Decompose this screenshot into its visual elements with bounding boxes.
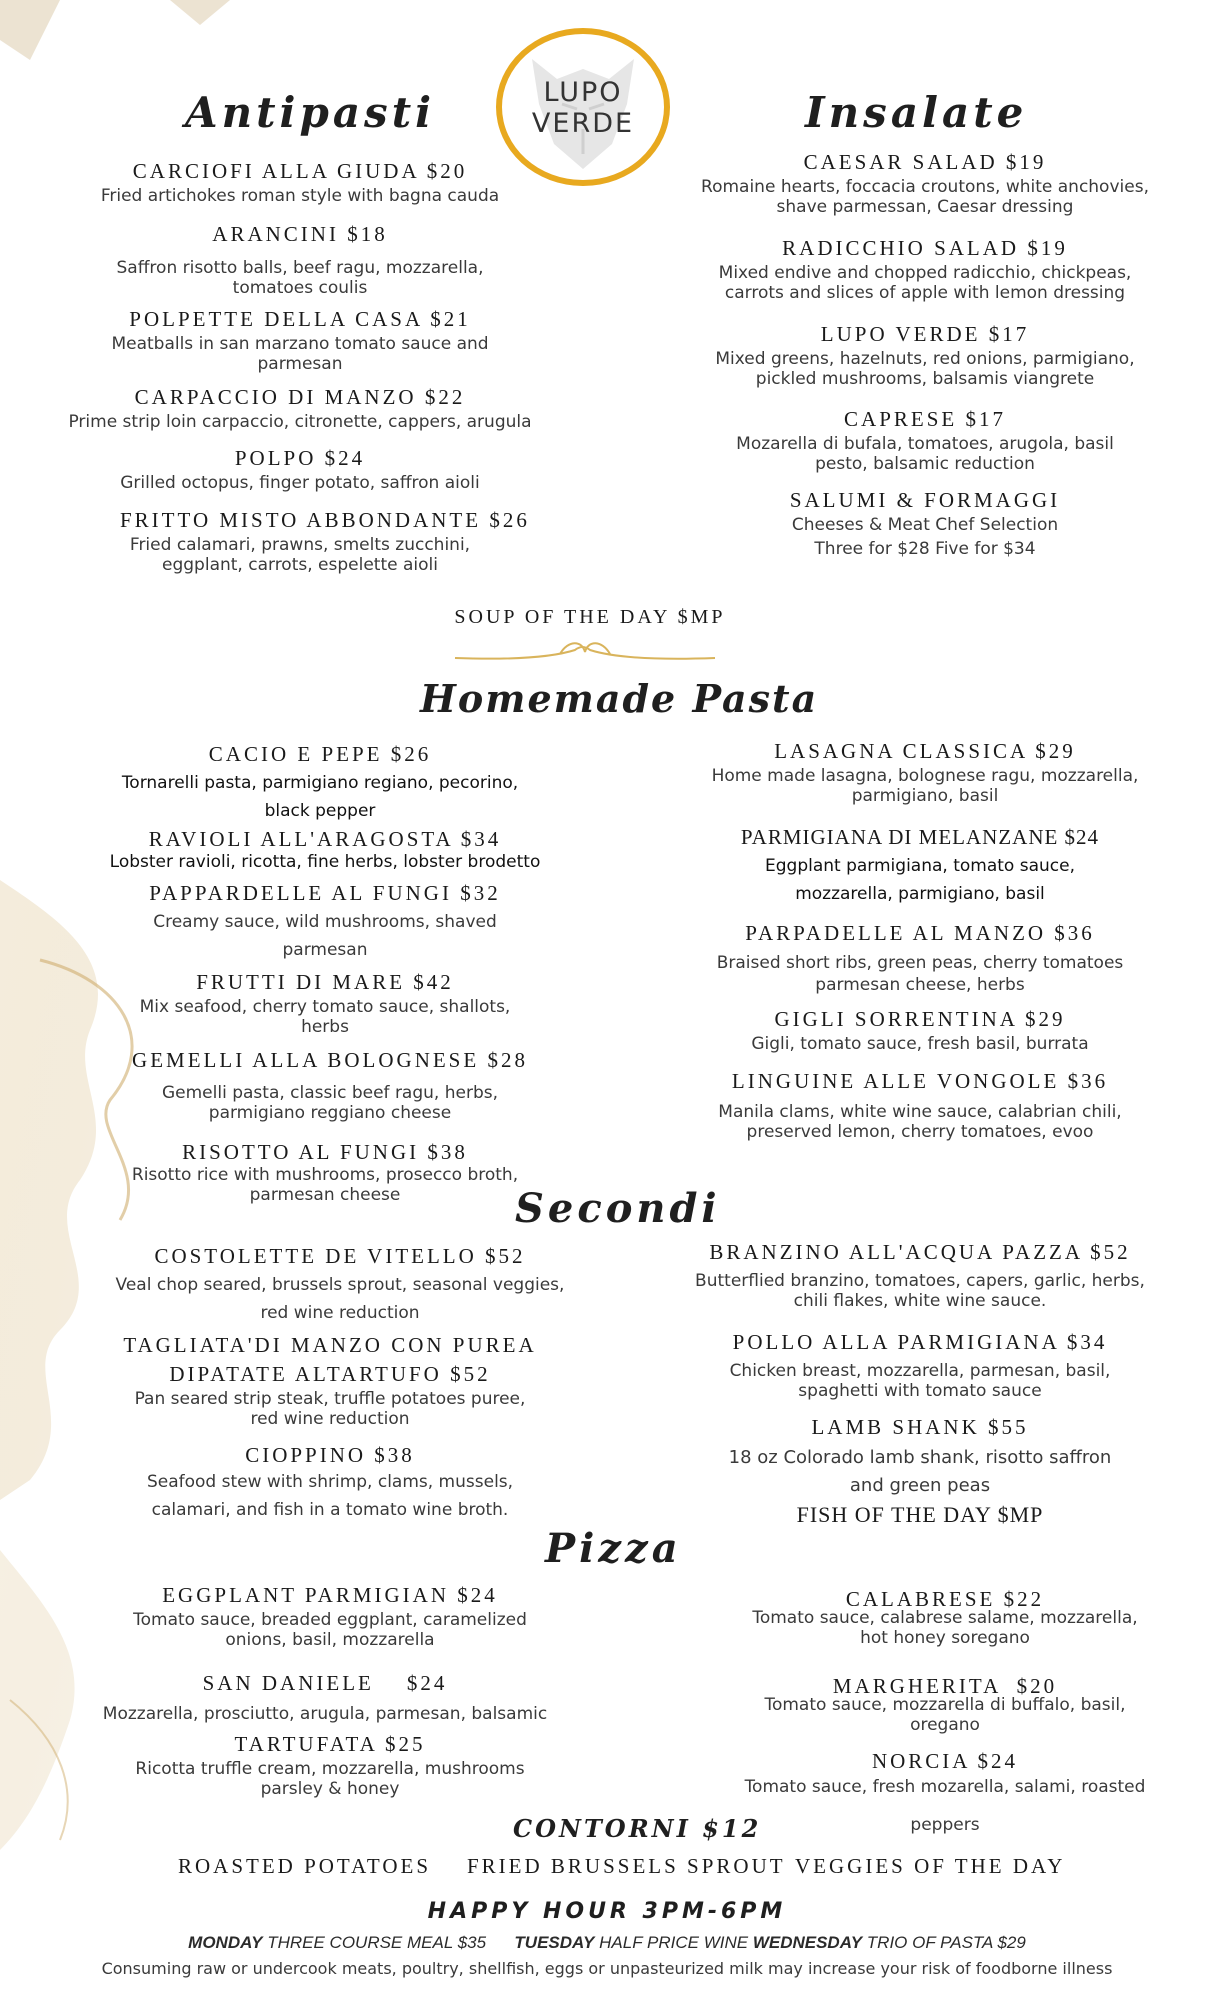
item-description: Meatballs in san marzano tomato sauce and parmesan [111, 334, 489, 374]
item-name: CARCIOFI ALLA GIUDA $20 [132, 159, 468, 183]
item-name: CALABRESE $22 [845, 1587, 1045, 1611]
item-description: Tomato sauce, fresh mozarella, salami, roasted peppers [744, 1777, 1146, 1835]
menu-item [700, 1006, 1140, 1054]
menu-item [110, 1582, 550, 1650]
menu-item [700, 149, 1150, 217]
item-name: POLPETTE DELLA CASA $21 [129, 307, 471, 331]
menu-item [700, 235, 1150, 303]
monday-label: MONDAY [188, 1933, 263, 1952]
logo-line-2: VERDE [531, 108, 635, 139]
menu-item [130, 1047, 530, 1123]
item-name: NORCIA $24 [871, 1749, 1019, 1773]
item-description: Pan seared strip steak, truffle potatoes puree, red wine reduction [134, 1389, 526, 1429]
menu-item [100, 1139, 550, 1205]
wednesday-label: WEDNESDAY [752, 1933, 863, 1952]
menu-item [120, 741, 520, 825]
item-description: Prime strip loin carpaccio, citronette, cappers, arugula [68, 412, 532, 432]
menu-item [110, 1332, 550, 1429]
menu-item [40, 445, 560, 493]
soup-of-the-day: SOUP OF THE DAY $MP [454, 606, 726, 628]
menu-item [105, 306, 495, 374]
item-name: PAPPARDELLE AL FUNGI $32 [149, 881, 501, 905]
item-description: Fried artichokes roman style with bagna cauda [100, 186, 500, 206]
item-description: Tomato sauce, calabrese salame, mozzarella, hot honey soregano [752, 1608, 1138, 1648]
item-name: CACIO E PEPE $26 [208, 742, 432, 766]
item-name: TAGLIATA'DI MANZO CON PUREA [123, 1333, 537, 1357]
contorni-title: CONTORNI $12 [513, 1814, 762, 1843]
menu-item [700, 321, 1150, 389]
item-name: GEMELLI ALLA BOLOGNESE $28 [132, 1048, 528, 1072]
item-name: FRUTTI DI MARE $42 [196, 970, 454, 994]
pizza-title: Pizza [545, 1525, 682, 1572]
menu-item [680, 1239, 1160, 1311]
item-description: Gigli, tomato sauce, fresh basil, burrata [751, 1034, 1089, 1054]
item-description: Manila clams, white wine sauce, calabrian chili, preserved lemon, cherry tomatoes, evoo [718, 1102, 1122, 1142]
item-description: Mixed endive and chopped radicchio, chickpeas, carrots and slices of apple with lemon dressing [718, 263, 1132, 303]
menu-item [130, 880, 520, 964]
item-description: Cheeses & Meat Chef Selection [791, 515, 1059, 535]
item-name: POLLO ALLA PARMIGIANA $34 [732, 1330, 1108, 1354]
item-description: Eggplant parmigiana, tomato sauce, mozzarella, parmigiano, basil [765, 856, 1075, 904]
item-description: Ricotta truffle cream, mozzarella, mushrooms parsley & honey [135, 1759, 525, 1799]
item-name: RAVIOLI ALL'ARAGOSTA $34 [148, 827, 502, 851]
item-name: LUPO VERDE $17 [820, 322, 1030, 346]
item-description: Mixed greens, hazelnuts, red onions, parmigiano, pickled mushrooms, balsamis viangrete [715, 349, 1135, 389]
item-name: CAPRESE $17 [844, 407, 1006, 431]
item-description: Tomato sauce, mozzarella di buffalo, basil, oregano [764, 1695, 1126, 1735]
menu-item [100, 826, 550, 872]
item-description: Grilled octopus, finger potato, saffron aioli [120, 473, 480, 493]
contorni-item: FRIED BRUSSELS SPROUT [467, 1854, 786, 1878]
logo-line-1: LUPO [543, 77, 623, 108]
menu-item [120, 1731, 540, 1799]
item-name: FISH OF THE DAY $MP [796, 1502, 1044, 1527]
menu-item [720, 1748, 1170, 1844]
item-description: Tornarelli pasta, parmigiano regiano, pecorino, black pepper [121, 773, 519, 821]
monday-special: THREE COURSE MEAL $35 [267, 1933, 487, 1952]
item-name: CAESAR SALAD $19 [803, 150, 1047, 174]
item-description: Fried calamari, prawns, smelts zucchini, eggplant, carrots, espelette aioli [129, 535, 471, 575]
menu-item [100, 1243, 580, 1327]
menu-item [120, 507, 530, 575]
wednesday-special: TRIO OF PASTA $29 [866, 1933, 1026, 1952]
item-description: Gemelli pasta, classic beef ragu, herbs, parmigiano reggiano cheese [161, 1083, 498, 1123]
daily-specials [0, 1933, 1214, 1953]
menu-item [710, 1414, 1130, 1500]
item-description: Creamy sauce, wild mushrooms, shaved parmesan [153, 912, 497, 960]
menu-item [700, 1329, 1140, 1401]
item-name: PARMIGIANA DI MELANZANE $24 [740, 825, 1100, 849]
item-description: Romaine hearts, foccacia croutons, white anchovies, shave parmessan, Caesar dressing [701, 177, 1149, 217]
menu-item [720, 406, 1130, 474]
item-description: Home made lasagna, bolognese ragu, mozzarella, parmigiano, basil [711, 766, 1139, 806]
item-name: PARPADELLE AL MANZO $36 [745, 921, 1095, 945]
secondi-title: Secondi [515, 1185, 721, 1232]
item-description: Mix seafood, cherry tomato sauce, shallots, herbs [139, 997, 511, 1037]
item-name: CARPACCIO DI MANZO $22 [134, 385, 466, 409]
item-description: Lobster ravioli, ricotta, fine herbs, lobster brodetto [109, 852, 541, 872]
item-description: Tomato sauce, breaded eggplant, caramelized onions, basil, mozzarella [133, 1610, 527, 1650]
item-description: Veal chop seared, brussels sprout, seasonal veggies, red wine reduction [115, 1275, 565, 1323]
item-name: MARGHERITA $20 [832, 1674, 1058, 1698]
item-description: Butterflied branzino, tomatoes, capers, garlic, herbs, chili flakes, white wine sauce. [695, 1271, 1145, 1311]
item-name: BRANZINO ALL'ACQUA PAZZA $52 [709, 1240, 1131, 1264]
happy-hour-title: HAPPY HOUR 3PM-6PM [427, 1899, 787, 1924]
pasta-title: Homemade Pasta [420, 676, 819, 721]
contorni-item: VEGGIES OF THE DAY [795, 1854, 1066, 1878]
menu-item [80, 1670, 570, 1724]
item-name: SAN DANIELE $24 [202, 1671, 448, 1695]
item-name: RISOTTO AL FUNGI $38 [182, 1140, 468, 1164]
menu-item [740, 1673, 1150, 1735]
menu-item [700, 1068, 1140, 1142]
tuesday-label: TUESDAY [514, 1933, 595, 1952]
item-name: POLPO $24 [234, 446, 366, 470]
item-description: Seafood stew with shrimp, clams, mussels, calamari, and fish in a tomato wine broth. [146, 1472, 514, 1520]
item-name: LAMB SHANK $55 [811, 1415, 1029, 1439]
item-name: SALUMI & FORMAGGI [789, 488, 1061, 512]
food-safety-warning: Consuming raw or undercook meats, poultry, shellfish, eggs or unpasteurized milk may increase your risk of foodborne illness [101, 1959, 1113, 1978]
item-name-line-2: DIPATATE ALTARTUFO $52 [169, 1362, 491, 1386]
menu-item [720, 824, 1120, 908]
item-name: LASAGNA CLASSICA $29 [774, 739, 1076, 763]
menu-item [130, 1442, 530, 1524]
item-name: GIGLI SORRENTINA $29 [774, 1007, 1066, 1031]
menu-item [720, 487, 1130, 559]
menu-item [720, 1502, 1120, 1528]
item-name: COSTOLETTE DE VITELLO $52 [154, 1244, 526, 1268]
item-description: Mozarella di bufala, tomatoes, arugola, basil pesto, balsamic reduction [736, 434, 1114, 474]
menu-item [120, 969, 530, 1037]
item-name: FRITTO MISTO ABBONDANTE $26 [120, 508, 530, 532]
item-name: TARTUFATA $25 [234, 1732, 426, 1756]
menu-item [700, 738, 1150, 806]
menu-item [95, 221, 505, 298]
menu-item [730, 1586, 1160, 1648]
item-name: CIOPPINO $38 [245, 1443, 415, 1467]
item-description: Risotto rice with mushrooms, prosecco broth, parmesan cheese [131, 1165, 519, 1205]
item-description: Braised short ribs, green peas, cherry tomatoes parmesan cheese, herbs [716, 953, 1124, 995]
item-description: 18 oz Colorado lamb shank, risotto saffron and green peas [728, 1447, 1112, 1496]
item-name: EGGPLANT PARMIGIAN $24 [162, 1583, 498, 1607]
contorni-item: ROASTED POTATOES [178, 1854, 432, 1878]
item-description: Mozzarella, prosciutto, arugula, parmesan, balsamic [102, 1704, 548, 1724]
item-description: Chicken breast, mozzarella, parmesan, basil, spaghetti with tomato sauce [729, 1361, 1111, 1401]
tuesday-special: HALF PRICE WINE [599, 1933, 749, 1952]
insalate-title: Insalate [805, 88, 1028, 137]
ornament-divider [450, 638, 720, 668]
menu-item [40, 158, 560, 206]
item-name: ARANCINI $18 [212, 222, 388, 246]
item-description: Saffron risotto balls, beef ragu, mozzarella, tomatoes coulis [116, 258, 484, 298]
antipasti-title: Antipasti [185, 88, 436, 137]
menu-item [710, 920, 1130, 996]
menu-item [40, 384, 560, 432]
item-name: RADICCHIO SALAD $19 [782, 236, 1068, 260]
item-name: LINGUINE ALLE VONGOLE $36 [731, 1069, 1109, 1093]
item-description-prices: Three for $28 Five for $34 [814, 539, 1036, 559]
